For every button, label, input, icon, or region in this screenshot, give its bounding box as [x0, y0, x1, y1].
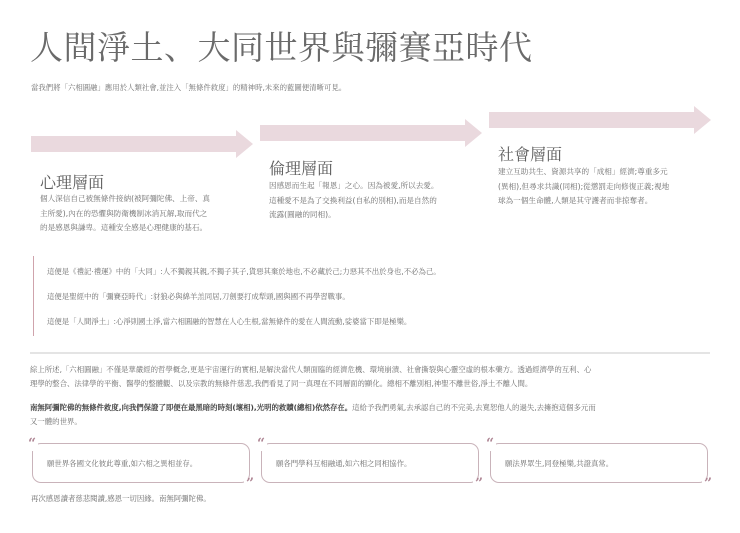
layer-title-ethical: 倫理層面	[269, 159, 334, 178]
wish-card-disciplines	[261, 443, 479, 483]
layer-body-ethical	[269, 179, 438, 223]
quote-messianic-age: 這便是聖經中的「彌賽亞時代」:豺狼必與綿羊羔同居,刀劍要打成犁頭,國與國不再學習戰事。	[47, 292, 350, 301]
layer-line: 因感恩而生起「報恩」之心。因為被愛,所以去愛。	[269, 181, 439, 190]
summary-paragraph	[30, 363, 720, 391]
section-divider	[30, 352, 710, 354]
wish-text: 願世界各國文化彼此尊重,如六相之異相並存。	[47, 459, 198, 468]
layer-title-psychological: 心理層面	[40, 173, 105, 192]
step-arrow-1	[31, 130, 253, 158]
intro-text: 當我們將「六相圓融」應用於人類社會,並注入「無條件救度」的精神時,未來的藍圖便清晰可見。	[31, 83, 347, 92]
layer-line: 的是感恩與謙卑。這種安全感是心理健康的基石。	[40, 223, 208, 232]
closing-text: 再次感恩讀者慈悲閱讀,感恩一切因緣。南無阿彌陀佛。	[31, 494, 211, 503]
summary-line: 綜上所述,「六相圓融」不僅是華嚴經的哲學概念,更是宇宙運行的實相,是解決當代人類面臨的經濟危機、環境崩潰、社會撕裂與心靈空虛的根本藥方。透過經濟學的互利、心	[30, 365, 592, 374]
layer-body-psychological	[40, 192, 210, 236]
layer-body-social	[498, 165, 669, 209]
open-quote-icon: “	[486, 436, 495, 452]
layer-line: 建立互助共生、資源共享的「成相」經濟;尊重多元	[498, 167, 668, 176]
layer-line: 個人深信自己被無條件接納(被阿彌陀佛、上帝、真	[40, 194, 211, 203]
quote-pure-land: 這便是「人間淨土」:心淨則國土淨,當六相圓融的智慧在人心生根,當無條件的愛在人間流動,娑婆當下即是極樂。	[47, 317, 412, 326]
open-quote-icon: “	[28, 436, 37, 452]
wish-text: 願法界眾生,同登極樂,共證真常。	[505, 459, 614, 468]
quote-datong: 這便是《禮記·禮運》中的「大同」:人不獨親其親,不獨子其子,貨惡其棄於地也,不必藏於己;力惡其不出於身也,不必為己。	[47, 267, 441, 276]
close-quote-icon: ”	[704, 476, 713, 492]
layer-title-social: 社會層面	[498, 145, 563, 164]
conclusion-text: 這給予我們勇氣,去承認自己的不完美,去寬恕他人的過失,去擁抱這個多元而	[352, 403, 596, 412]
layer-line: (異相),但尋求共識(同相);從懲罰走向修復正義;視地	[498, 181, 670, 191]
step-arrow-2	[260, 119, 482, 147]
close-quote-icon: ”	[246, 476, 255, 492]
page-title: 人間淨土、大同世界與彌賽亞時代	[30, 28, 533, 67]
step-arrow-3	[489, 106, 711, 134]
conclusion-paragraph	[30, 401, 720, 429]
layer-line: 球為一個生命體,人類是其守護者而非掠奪者。	[498, 196, 653, 205]
layer-line: 流露(圓融的同相)。	[269, 210, 336, 219]
close-quote-icon: ”	[475, 476, 484, 492]
wish-card-all-beings	[490, 443, 708, 483]
conclusion-bold: 南無阿彌陀佛的無條件救度,向我們保證了即便在最黑暗的時刻(壞相),光明的救贖(總相)依然存在。	[30, 403, 353, 412]
wish-text: 願各門學科互相融通,如六相之同相協作。	[276, 459, 412, 468]
layer-line: 主所愛),內在的恐懼與防衛機制冰消瓦解,取而代之	[40, 208, 208, 218]
layer-line: 這種愛不是為了交換利益(自私的別相),而是自然的	[269, 195, 437, 205]
quote-block	[33, 256, 594, 336]
open-quote-icon: “	[257, 436, 266, 452]
wish-card-cultures	[32, 443, 250, 483]
summary-line: 理學的整合、法律學的平衡、醫學的整體觀、以及宗教的無條件慈悲,我們看見了同一真理在不同層面的顯化。總相不離別相,神聖不離世俗,淨土不離人間。	[30, 379, 533, 388]
conclusion-text: 又一體的世界。	[30, 417, 82, 426]
